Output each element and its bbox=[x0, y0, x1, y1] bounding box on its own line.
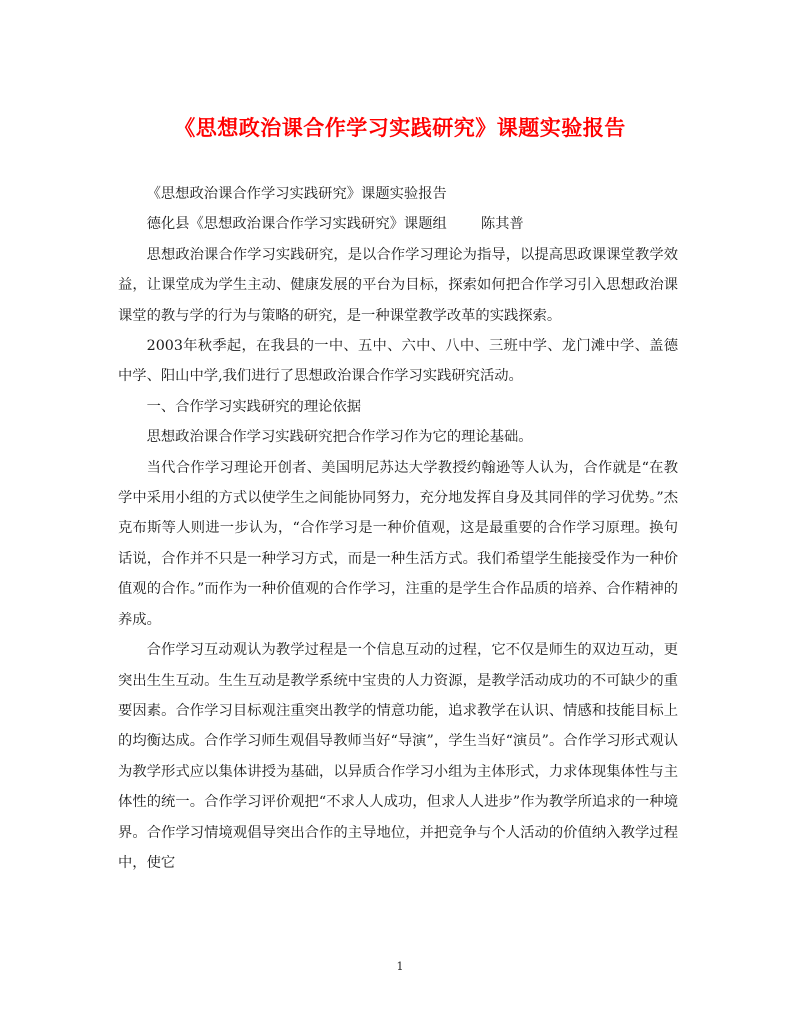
author-line bbox=[118, 209, 678, 239]
paragraph: 思想政治课合作学习实践研究，是以合作学习理论为指导，以提高思政课课堂教学效益，让课堂成为学生主动、健康发展的平台为目标，探索如何把合作学习引入思想政治课课堂的教与学的行为与策略的研究，是一种课堂教学改革的实践探索。 bbox=[118, 246, 678, 324]
paragraph: 合作学习互动观认为教学过程是一个信息互动的过程，它不仅是师生的双边互动，更突出生生互动。生生互动是教学系统中宝贵的人力资源，是教学活动成功的不可缺少的重要因素。合作学习目标观注重突出教学的情意功能，追求教学在认识、情感和技能目标上的均衡达成。合作学习师生观倡导教师当好“导演”，学生当好“演员”。合作学习形式观认为教学形式应以集体讲授为基础，以异质合作学习小组为主体形式，力求体现集体性与主体性的统一。合作学习评价观把“不求人人成功，但求人人进步”作为教学所追求的一种境界。合作学习情境观倡导突出合作的主导地位，并把竞争与个人活动的价值纳入教学过程中，使它 bbox=[118, 642, 678, 871]
research-group: 德化县《思想政治课合作学习实践研究》课题组 bbox=[146, 216, 447, 233]
page-number: 1 bbox=[396, 960, 404, 973]
document-title: 《思想政治课合作学习实践研究》课题实验报告 bbox=[174, 115, 626, 140]
document-subtitle: 《思想政治课合作学习实践研究》课题实验报告 bbox=[146, 186, 447, 202]
document-body bbox=[118, 179, 678, 878]
paragraph: 当代合作学习理论开创者、美国明尼苏达大学教授约翰逊等人认为，合作就是“在教学中采用小组的方式以使学生之间能协同努力，充分地发挥自身及其同伴的学习优势。”杰克布斯等人则进一步认为，“合作学习是一种价值观，这是最重要的合作学习原理。换句话说，合作并不只是一种学习方式，而是一种生活方式。我们希望学生能接受作为一种价值观的合作。”而作为一种价值观的合作学习，注重的是学生合作品质的培养、合作精神的养成。 bbox=[118, 459, 678, 628]
section-heading: 一、合作学习实践研究的理论依据 bbox=[146, 398, 362, 415]
paragraph: 2003年秋季起，在我县的一中、五中、六中、八中、三班中学、龙门滩中学、盖德中学、阳山中学,我们进行了思想政治课合作学习实践研究活动。 bbox=[118, 338, 678, 385]
author-name: 陈其普 bbox=[480, 216, 524, 233]
paragraph: 思想政治课合作学习实践研究把合作学习作为它的理论基础。 bbox=[146, 429, 533, 446]
